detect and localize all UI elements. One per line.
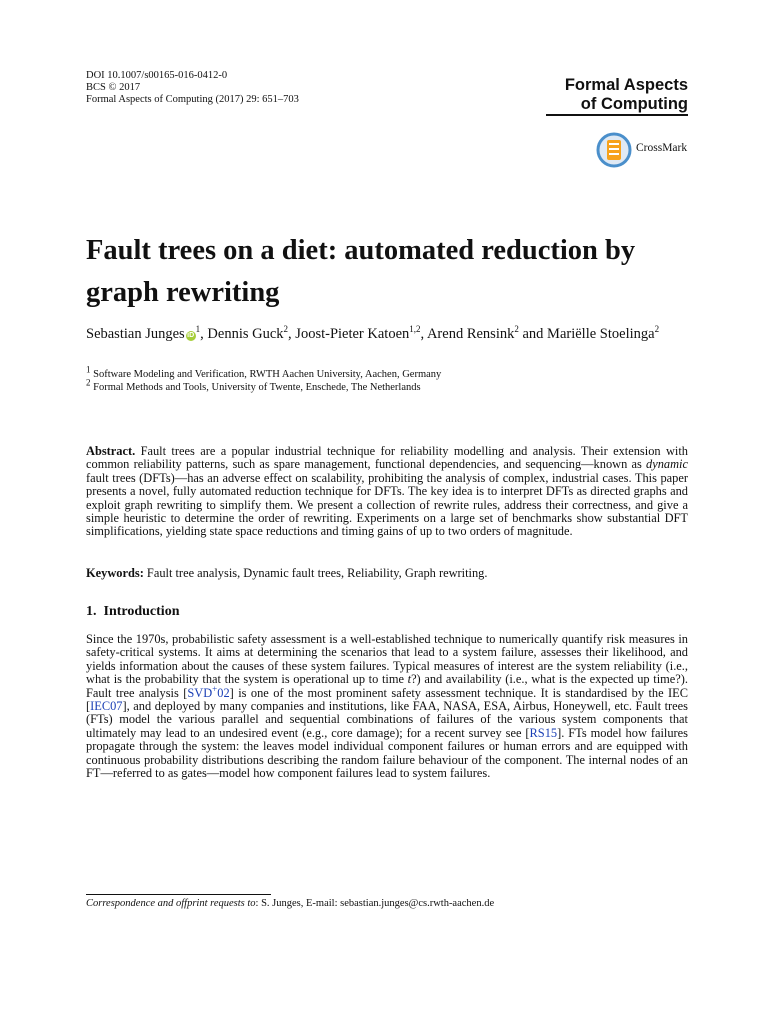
author-name: , Dennis Guck <box>200 326 284 342</box>
affiliation-1 <box>86 364 442 382</box>
affiliation-mark: 2 <box>654 324 660 335</box>
affiliation-mark: 1 <box>86 364 91 375</box>
doi[interactable]: DOI 10.1007/s00165-016-0412-0 <box>86 70 228 81</box>
journal-name-line2: of Computing <box>580 95 688 113</box>
affiliation-mark: 2 <box>86 377 91 387</box>
citation-sup: + <box>212 683 218 694</box>
citation-text: SVD <box>187 685 213 700</box>
correspondence-footnote <box>86 898 494 909</box>
affiliation-mark: 2 <box>283 324 289 335</box>
affiliation-mark: 1,2 <box>409 324 421 335</box>
affiliation-mark: 1 <box>195 324 201 335</box>
section-number: 1. <box>86 604 97 619</box>
crossmark-badge[interactable] <box>596 132 696 168</box>
journal-logo <box>565 76 688 114</box>
affiliation-text: Formal Methods and Tools, University of Twente, Enschede, The Netherlands <box>93 381 421 393</box>
crossmark-label: CrossMark <box>636 142 688 154</box>
citation-link[interactable]: RS15 <box>529 725 558 740</box>
affiliation-2 <box>86 377 441 395</box>
citation-text: 02 <box>217 685 230 700</box>
section-heading <box>86 604 179 620</box>
intro-text: ] is one of the most prominent safety assessment technique. It is standardised by the IEC [ <box>86 685 688 714</box>
journal-rule <box>546 114 688 116</box>
journal-name-line1: Formal Aspects <box>564 76 688 94</box>
footnote-rule <box>86 894 271 895</box>
footnote-text: : S. Junges, E-mail: sebastian.junges@cs.rwth-aachen.de <box>255 898 495 909</box>
abstract-text: fault trees (DFTs)—has an adverse effect on scalability, prohibiting the analysis of complex, industrial cases. This paper presents a novel, fully automated reduction technique for DFTs. The key idea is to interpret DFTs as directed graphs and exploit graph rewriting to simplify them. We present a collection of rewrite rules, address their correctness, and give a simple heuristic to determine the order of rewriting. Experiments on a large set of benchmarks show substantial DFT simplifications, yielding state space reductions and timing gains of up to two orders of magnitude. <box>86 470 688 539</box>
intro-text: ]. FTs model how failures propagate through the system: the leaves model individual component failures or human errors and are equipped with continuous probability distributions describing the random failure behaviour of the component. The internal nodes of an FT—referred to as gates—model how component failures lead to system failures. <box>86 725 689 781</box>
abstract-text: Fault trees are a popular industrial technique for reliability modelling and analysis. Their extension with common reliability patterns, such as spare management, functional dependencies, and sequencing—known as <box>86 444 688 472</box>
intro-text: Since the 1970s, probabilistic safety assessment is a well-established technique to numerically quantify risk measures in safety-critical systems. It aims at determining the scenarios that lead to a system failure, assesses their likelihood, and yields information about the causes of these system failures. Typical measures of interest are the system reliability (i.e., what is the probability that the system is operational up to time <box>86 632 688 687</box>
author-name: and Mariëlle Stoelinga <box>518 326 655 342</box>
abstract-label: Abstract. <box>86 444 136 458</box>
author-list <box>86 324 686 345</box>
copyright: BCS © 2017 <box>86 82 141 93</box>
math-variable: t <box>407 672 412 687</box>
affiliations <box>86 364 442 394</box>
keywords <box>86 566 688 580</box>
intro-paragraph <box>86 633 688 780</box>
keywords-text: Fault tree analysis, Dynamic fault trees, Reliability, Graph rewriting. <box>143 566 488 580</box>
citation-link[interactable] <box>187 683 230 700</box>
intro-text: ], and deployed by many companies and institutions, like FAA, NASA, ESA, Airbus, Honeywell, etc. Fault trees (FTs) model the various parallel and sequential combinations of failures of the various system components that ultimately may lead to an undesired event (e.g., core damage); for a recent survey see [ <box>86 699 688 740</box>
journal-citation: Formal Aspects of Computing (2017) 29: 651–703 <box>86 94 299 105</box>
author-name: , Joost-Pieter Katoen <box>288 326 410 342</box>
abstract <box>86 445 688 539</box>
article-meta <box>86 70 299 106</box>
author-name: Sebastian Junges <box>86 326 185 342</box>
paper-title: Fault trees on a diet: automated reduction by graph rewriting <box>86 235 636 308</box>
affiliation-text: Software Modeling and Verification, RWTH Aachen University, Aachen, Germany <box>93 369 442 380</box>
author-name: , Arend Rensink <box>420 326 515 342</box>
abstract-emphasis: dynamic <box>646 457 688 472</box>
keywords-label: Keywords: <box>86 566 144 580</box>
citation-link[interactable]: IEC07 <box>90 699 123 714</box>
section-title: Introduction <box>103 604 180 619</box>
crossmark-icon <box>596 132 632 168</box>
intro-text: ?) and availability (i.e., what is the expected up time?). Fault tree analysis [ <box>86 672 688 700</box>
affiliation-mark: 2 <box>514 324 519 335</box>
footnote-label: Correspondence and offprint requests to <box>86 898 256 909</box>
orcid-icon[interactable]: iD <box>187 332 195 339</box>
